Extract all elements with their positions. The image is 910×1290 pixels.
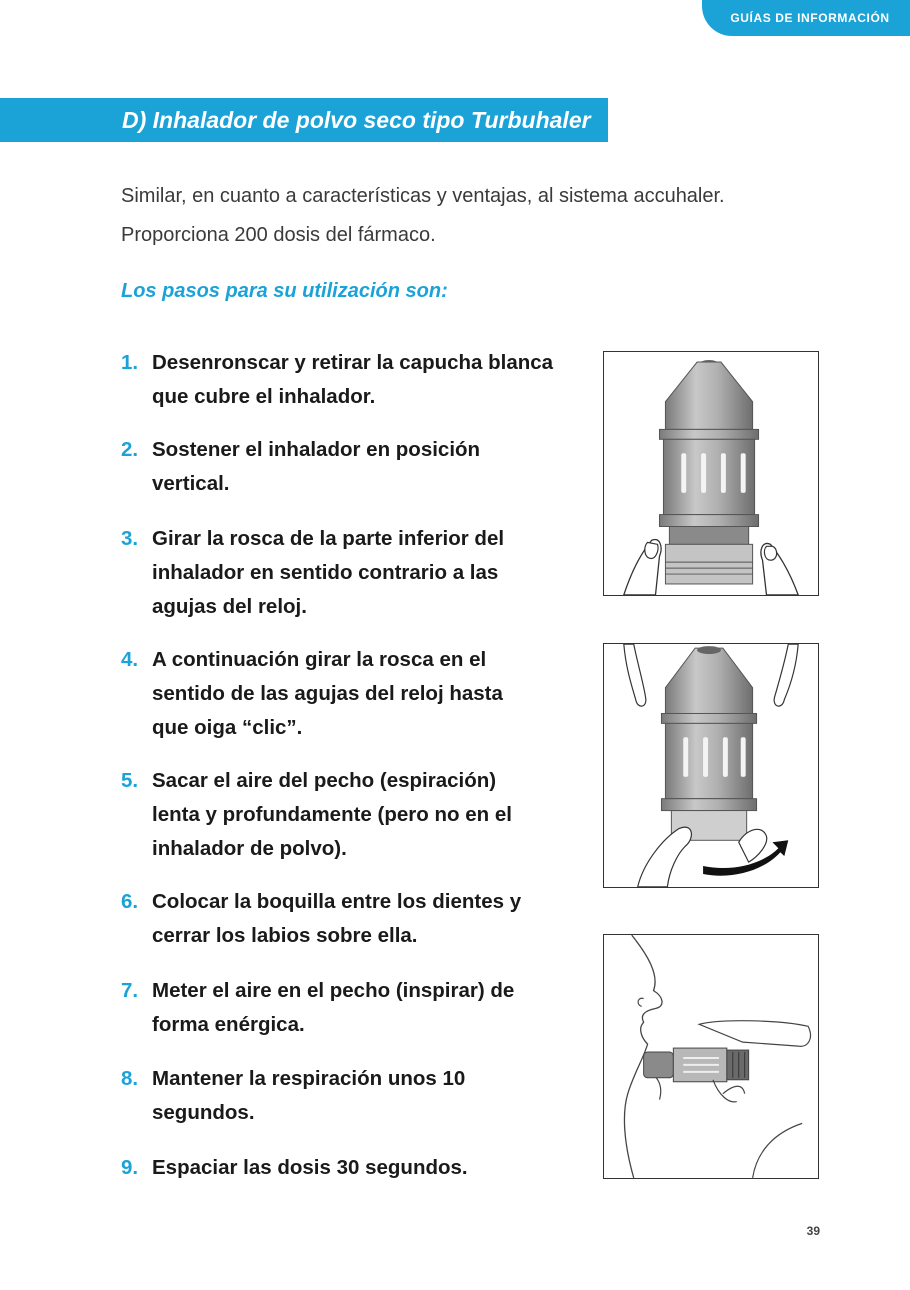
- header-tab: GUÍAS DE INFORMACIÓN: [702, 0, 910, 36]
- step-number: 7.: [121, 979, 139, 1002]
- inhaler-upright-figure: [603, 351, 819, 596]
- step-number: 9.: [121, 1156, 139, 1179]
- step-number: 8.: [121, 1067, 139, 1090]
- step-text: Girar la rosca de la parte inferior del inhalador en sentido contrario a las agujas del reloj.: [152, 527, 505, 618]
- intro-line-1: Similar, en cuanto a características y ventajas, al sistema accuhaler.: [121, 185, 725, 207]
- step-number: 5.: [121, 769, 139, 792]
- step-number: 1.: [121, 351, 139, 374]
- step-7: [121, 974, 561, 1042]
- step-1: [121, 346, 561, 414]
- step-text: Meter el aire en el pecho (inspirar) de forma enérgica.: [152, 979, 515, 1036]
- step-number: 6.: [121, 890, 139, 913]
- step-text: Desenronscar y retirar la capucha blanca que cubre el inhalador.: [152, 351, 554, 408]
- intro-line-2: Proporciona 200 dosis del fármaco.: [121, 224, 436, 246]
- step-3: [121, 522, 561, 624]
- intro-text: [121, 177, 821, 255]
- page-number: 39: [806, 1224, 820, 1238]
- steps-heading: Los pasos para su utilización son:: [121, 280, 448, 302]
- step-text: Sacar el aire del pecho (espiración) lenta y profundamente (pero no en el inhalador de polvo).: [152, 769, 512, 860]
- inhaler-mouth-figure: [603, 934, 819, 1179]
- section-title: D) Inhalador de polvo seco tipo Turbuhaler: [0, 98, 608, 142]
- step-5: [121, 764, 561, 866]
- step-2: [121, 433, 561, 501]
- step-9: [121, 1151, 561, 1185]
- step-number: 3.: [121, 527, 139, 550]
- step-text: Colocar la boquilla entre los dientes y cerrar los labios sobre ella.: [152, 890, 522, 947]
- step-4: [121, 643, 561, 745]
- step-number: 4.: [121, 648, 139, 671]
- step-text: Mantener la respiración unos 10 segundos.: [152, 1067, 466, 1124]
- inhaler-upright-illustration: [604, 352, 818, 595]
- step-number: 2.: [121, 438, 139, 461]
- step-8: [121, 1062, 561, 1130]
- inhaler-twist-figure: [603, 643, 819, 888]
- inhaler-twist-illustration: [604, 644, 818, 887]
- step-text: Sostener el inhalador en posición vertical.: [152, 438, 481, 495]
- step-6: [121, 885, 561, 953]
- inhaler-mouth-illustration: [604, 935, 818, 1178]
- step-text: Espaciar las dosis 30 segundos.: [152, 1156, 468, 1179]
- step-text: A continuación girar la rosca en el sentido de las agujas del reloj hasta que oiga “clic”.: [152, 648, 503, 739]
